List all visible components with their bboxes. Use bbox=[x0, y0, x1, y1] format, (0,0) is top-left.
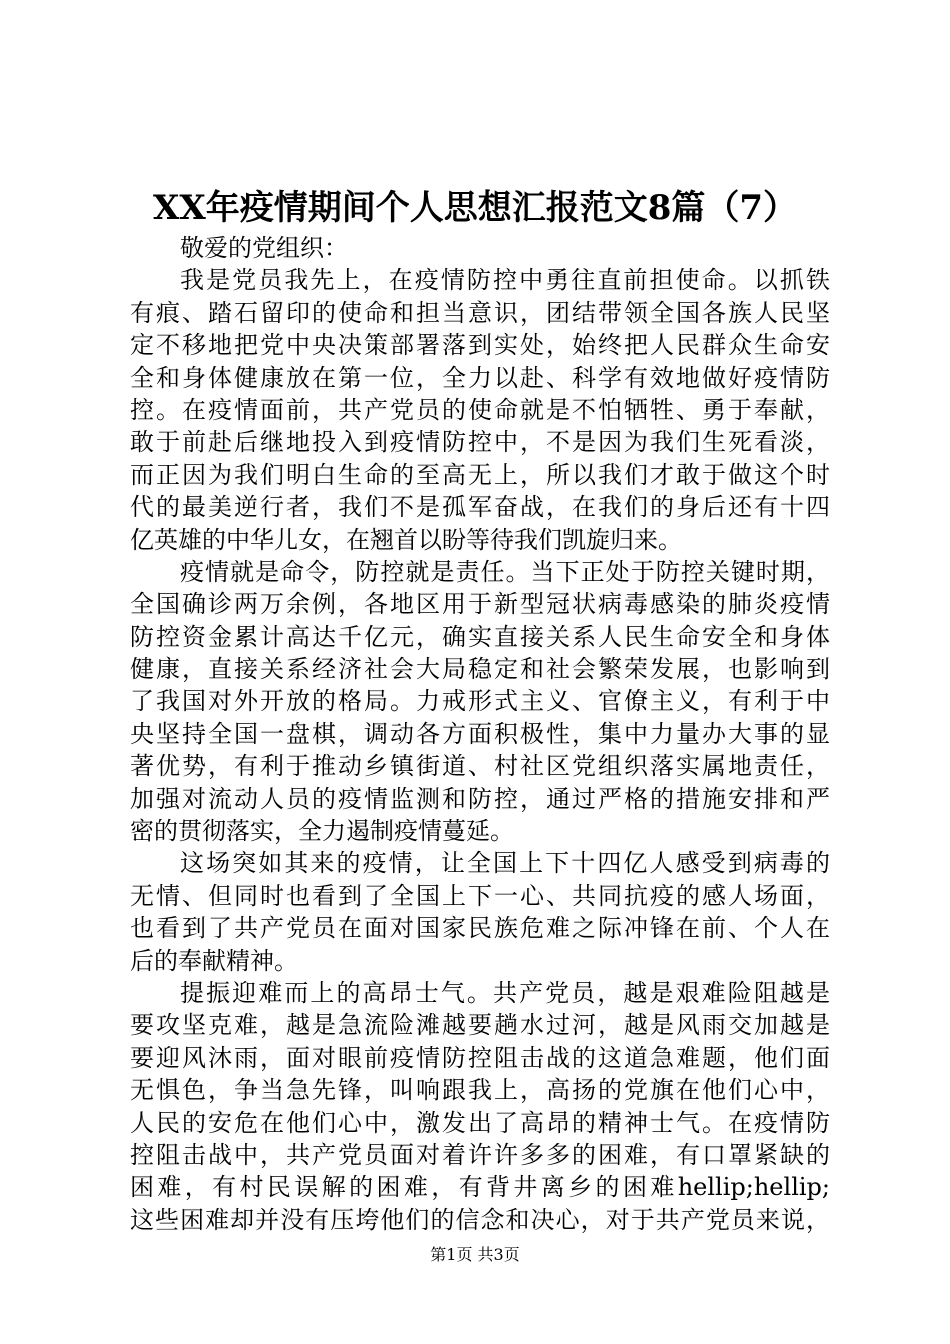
paragraph-line: 也看到了共产党员在面对国家民族危难之际冲锋在前、个人在 bbox=[130, 914, 830, 943]
paragraph-line: 央坚持全国一盘棋，调动各方面积极性，集中力量办大事的显 bbox=[130, 719, 830, 748]
paragraph-line: 亿英雄的中华儿女，在翘首以盼等待我们凯旋归来。 bbox=[130, 525, 682, 554]
paragraph-line: 要攻坚克难，越是急流险滩越要趟水过河，越是风雨交加越是 bbox=[130, 1011, 830, 1040]
paragraph-line: 了我国对外开放的格局。力戒形式主义、官僚主义，有利于中 bbox=[130, 687, 830, 716]
paragraph-line: 敢于前赴后继地投入到疫情防控中，不是因为我们生死看淡， bbox=[130, 428, 830, 457]
paragraph-line: 后的奉献精神。 bbox=[130, 946, 298, 975]
paragraph-line: 健康，直接关系经济社会大局稳定和社会繁荣发展，也影响到 bbox=[130, 655, 830, 684]
paragraph-line: 定不移地把党中央决策部署落到实处，始终把人民群众生命安 bbox=[130, 331, 830, 360]
paragraph-line: 防控资金累计高达千亿元，确实直接关系人民生命安全和身体 bbox=[130, 622, 830, 651]
paragraph-line: 代的最美逆行者，我们不是孤军奋战，在我们的身后还有十四 bbox=[130, 493, 830, 522]
page-footer: 第1页 共3页 bbox=[430, 1245, 520, 1264]
paragraph-line: 密的贯彻落实，全力遏制疫情蔓延。 bbox=[130, 817, 514, 846]
salutation-line: 敬爱的党组织： bbox=[180, 234, 348, 262]
paragraph-line: 而正因为我们明白生命的至高无上，所以我们才敢于做这个时 bbox=[130, 460, 830, 489]
paragraph-line: 人民的安危在他们心中，激发出了高昂的精神士气。在疫情防 bbox=[130, 1108, 830, 1137]
paragraph-line: 控阻击战中，共产党员面对着许许多多的困难，有口罩紧缺的 bbox=[130, 1140, 830, 1169]
paragraph-line: 全国确诊两万余例，各地区用于新型冠状病毒感染的肺炎疫情 bbox=[130, 590, 830, 619]
paragraph-line: 控。在疫情面前，共产党员的使命就是不怕牺牲、勇于奉献， bbox=[130, 395, 830, 424]
paragraph-line: 加强对流动人员的疫情监测和防控，通过严格的措施安排和严 bbox=[130, 784, 830, 813]
paragraph-line: 有痕、踏石留印的使命和担当意识，团结带领全国各族人民坚 bbox=[130, 298, 830, 327]
paragraph-line: 困难，有村民误解的困难，有背井离乡的困难hellip;hellip; bbox=[130, 1173, 830, 1202]
paragraph-line: 无惧色，争当急先锋，叫响跟我上，高扬的党旗在他们心中， bbox=[130, 1076, 830, 1105]
paragraph-line: 这些困难却并没有压垮他们的信念和决心，对于共产党员来说， bbox=[130, 1205, 830, 1234]
paragraph-line: 疫情就是命令，防控就是责任。当下正处于防控关键时期， bbox=[180, 557, 830, 586]
paragraph-line: 著优势，有利于推动乡镇街道、村社区党组织落实属地责任， bbox=[130, 752, 830, 781]
paragraph-line: 无情、但同时也看到了全国上下一心、共同抗疫的感人场面， bbox=[130, 881, 830, 910]
paragraph-line: 要迎风沐雨，面对眼前疫情防控阻击战的这道急难题，他们面 bbox=[130, 1043, 830, 1072]
paragraph-line: 我是党员我先上，在疫情防控中勇往直前担使命。以抓铁 bbox=[180, 266, 830, 295]
document-title: XX年疫情期间个人思想汇报范文8篇（7） bbox=[152, 188, 798, 228]
paragraph-line: 全和身体健康放在第一位，全力以赴、科学有效地做好疫情防 bbox=[130, 363, 830, 392]
paragraph-line: 提振迎难而上的高昂士气。共产党员，越是艰难险阻越是 bbox=[180, 978, 830, 1007]
document-body bbox=[130, 232, 830, 1236]
paragraph-line: 这场突如其来的疫情，让全国上下十四亿人感受到病毒的 bbox=[180, 849, 830, 878]
